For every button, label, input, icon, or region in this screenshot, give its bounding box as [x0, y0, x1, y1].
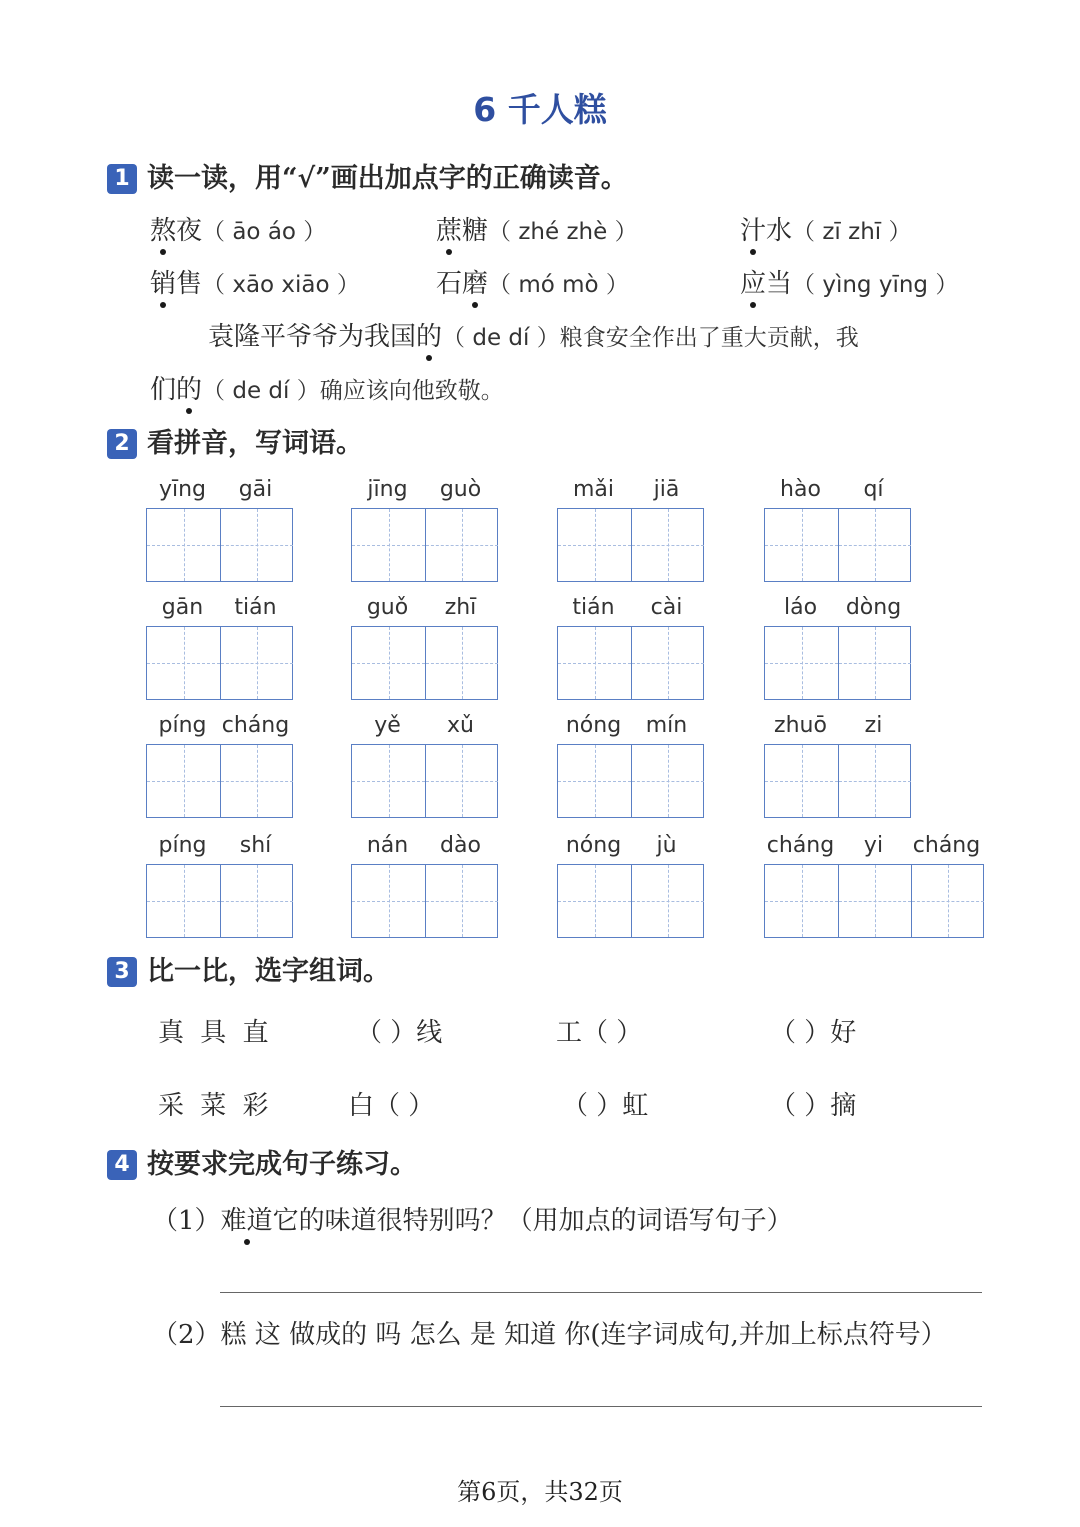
- grid-guide-h: [765, 901, 838, 902]
- blank-2-2[interactable]: （ ）虹: [562, 1091, 649, 1121]
- pinyin-label: jiā: [653, 477, 680, 502]
- grid-cell[interactable]: [911, 865, 984, 937]
- grid-cell[interactable]: [765, 865, 838, 937]
- grid-guide-h: [426, 663, 498, 664]
- char-group-1: 真 具 直: [158, 1018, 273, 1048]
- grid-cell[interactable]: [558, 627, 631, 699]
- grid-cell[interactable]: [631, 865, 704, 937]
- grid-cell[interactable]: [765, 509, 838, 581]
- grid-cell[interactable]: [838, 509, 911, 581]
- page-footer: 第6页，共32页: [457, 1478, 623, 1506]
- pinyin-label: nóng: [565, 713, 622, 738]
- reading-item-2: [436, 214, 638, 249]
- dotted-char: 的: [176, 375, 203, 405]
- pinyin-label: tián: [572, 595, 615, 620]
- dotted-char: 蔗: [436, 216, 463, 246]
- grid-guide-h: [147, 781, 220, 782]
- grid-cell[interactable]: [220, 509, 293, 581]
- blank-2-3[interactable]: （ ）摘: [770, 1091, 857, 1121]
- writing-grid[interactable]: [557, 864, 704, 938]
- section-4-badge: 4: [107, 1150, 137, 1180]
- grid-cell[interactable]: [838, 745, 911, 817]
- grid-guide-h: [147, 901, 220, 902]
- grid-cell[interactable]: [425, 745, 498, 817]
- pinyin-options[interactable]: （ xāo xiāo ）: [202, 272, 360, 298]
- grid-cell[interactable]: [425, 627, 498, 699]
- dotted-char: 磨: [462, 269, 489, 299]
- grid-cell[interactable]: [147, 509, 220, 581]
- pinyin-label: nán: [366, 833, 409, 858]
- pinyin-label: hào: [780, 477, 821, 502]
- sentence-question-2: （2）糕 这 做成的 吗 怎么 是 知道 你(连字词成句,并加上标点符号）: [152, 1320, 947, 1350]
- reading-item-4: [150, 267, 360, 302]
- section-2-title: 看拼音，写词语。: [147, 428, 363, 459]
- question-text: 它的味道很特别吗？（用加点的词语写句子）: [272, 1206, 793, 1236]
- answer-line-2[interactable]: [220, 1406, 982, 1407]
- writing-grid[interactable]: [764, 744, 911, 818]
- dotted-char: 销: [150, 269, 177, 299]
- sentence-line-1: [208, 320, 859, 355]
- pinyin-label: cài: [650, 595, 683, 620]
- grid-cell[interactable]: [352, 509, 425, 581]
- grid-guide-h: [839, 545, 911, 546]
- pinyin-options[interactable]: （ zī zhī ）: [792, 219, 912, 245]
- section-4-title: 按要求完成句子练习。: [147, 1149, 417, 1180]
- writing-grid[interactable]: [557, 626, 704, 700]
- writing-grid[interactable]: [146, 626, 293, 700]
- pinyin-label: mǎi: [572, 477, 615, 502]
- grid-guide-h: [147, 663, 220, 664]
- char-group-2: 采 菜 彩: [158, 1091, 273, 1121]
- pinyin-label: yi: [863, 833, 884, 858]
- grid-cell[interactable]: [631, 745, 704, 817]
- sentence-text[interactable]: （ de dí ）确应该向他致敬。: [202, 378, 504, 404]
- word-rest: 当: [766, 269, 793, 299]
- reading-item-6: [740, 267, 958, 302]
- pinyin-options[interactable]: （ zhé zhè ）: [488, 219, 638, 245]
- section-1-badge: 1: [107, 164, 137, 194]
- blank-2-1[interactable]: 白（ ）: [348, 1091, 435, 1121]
- grid-guide-h: [765, 663, 838, 664]
- section-3-badge: 3: [107, 957, 137, 987]
- pinyin-label: shí: [239, 833, 272, 858]
- pinyin-label: gān: [161, 595, 204, 620]
- section-2-heading: [107, 426, 363, 462]
- grid-guide-h: [147, 545, 220, 546]
- page-title: 6 千人糕: [473, 90, 607, 129]
- grid-cell[interactable]: [838, 627, 911, 699]
- reading-item-3: [740, 214, 911, 249]
- pinyin-label: guǒ: [366, 595, 409, 620]
- word-rest: 水: [766, 216, 793, 246]
- dotted-char: 汁: [740, 216, 767, 246]
- writing-grid[interactable]: [764, 508, 911, 582]
- pinyin-label: nóng: [565, 833, 622, 858]
- section-3-title: 比一比，选字组词。: [147, 956, 390, 987]
- grid-cell[interactable]: [352, 745, 425, 817]
- blank-1-1[interactable]: （ ）线: [356, 1018, 443, 1048]
- writing-grid[interactable]: [764, 864, 984, 938]
- grid-guide-h: [352, 545, 425, 546]
- grid-cell[interactable]: [220, 865, 293, 937]
- pinyin-label: xǔ: [447, 713, 474, 738]
- pinyin-label: mín: [645, 713, 688, 738]
- word-rest: 糖: [462, 216, 489, 246]
- dotted-char: 熬: [150, 216, 177, 246]
- dotted-word: 难道: [220, 1206, 273, 1236]
- grid-guide-h: [221, 545, 293, 546]
- pinyin-options[interactable]: （ yìng yīng ）: [792, 272, 959, 298]
- section-1-title: 读一读，用“√”画出加点字的正确读音。: [147, 163, 628, 194]
- grid-guide-h: [426, 545, 498, 546]
- blank-1-2[interactable]: 工（ ）: [556, 1018, 643, 1048]
- pinyin-label: gāi: [238, 477, 273, 502]
- writing-grid[interactable]: [557, 744, 704, 818]
- section-4-heading: [107, 1147, 417, 1183]
- writing-grid[interactable]: [146, 864, 293, 938]
- word-rest: 夜: [176, 216, 203, 246]
- pinyin-label: láo: [783, 595, 818, 620]
- answer-line-1[interactable]: [220, 1292, 982, 1293]
- pinyin-label: zhī: [444, 595, 477, 620]
- writing-grid[interactable]: [351, 744, 498, 818]
- pinyin-label: dào: [440, 833, 481, 858]
- grid-guide-h: [352, 901, 425, 902]
- writing-grid[interactable]: [557, 508, 704, 582]
- pinyin-label: zhuō: [774, 713, 827, 738]
- grid-cell[interactable]: [838, 865, 911, 937]
- pinyin-options[interactable]: （ mó mò ）: [488, 272, 629, 298]
- pinyin-label: yě: [374, 713, 401, 738]
- pinyin-label: guò: [439, 477, 482, 502]
- writing-grid[interactable]: [351, 864, 498, 938]
- grid-guide-h: [839, 901, 911, 902]
- pinyin-label: cháng: [766, 833, 835, 858]
- grid-guide-h: [632, 901, 704, 902]
- pinyin-label: zi: [864, 713, 883, 738]
- grid-guide-h: [221, 901, 293, 902]
- grid-guide-h: [426, 781, 498, 782]
- grid-cell[interactable]: [147, 865, 220, 937]
- grid-guide-h: [352, 663, 425, 664]
- reading-item-1: [150, 214, 326, 249]
- pinyin-label: jīng: [367, 477, 408, 502]
- pinyin-label: yīng: [158, 477, 207, 502]
- grid-guide-h: [839, 781, 911, 782]
- word-rest: 售: [176, 269, 203, 299]
- dotted-char: 应: [740, 269, 767, 299]
- grid-guide-h: [558, 663, 631, 664]
- pinyin-label: qí: [863, 477, 884, 502]
- word-rest: 石: [436, 269, 463, 299]
- sentence-question-1: [152, 1204, 793, 1238]
- dotted-char: 的: [416, 322, 443, 352]
- pinyin-options[interactable]: （ āo áo ）: [202, 219, 327, 245]
- grid-guide-h: [221, 781, 293, 782]
- grid-cell[interactable]: [631, 627, 704, 699]
- pinyin-label: jù: [656, 833, 677, 858]
- sentence-text[interactable]: （ de dí ）粮食安全作出了重大贡献，我: [442, 325, 859, 351]
- section-3-heading: [107, 954, 390, 990]
- grid-cell[interactable]: [147, 627, 220, 699]
- pinyin-label: píng: [158, 713, 207, 738]
- reading-item-5: [436, 267, 629, 302]
- grid-guide-h: [558, 781, 631, 782]
- pinyin-label: dòng: [845, 595, 902, 620]
- grid-guide-h: [426, 901, 498, 902]
- grid-guide-h: [912, 901, 984, 902]
- sentence-text: 们: [150, 375, 177, 405]
- pinyin-label: píng: [158, 833, 207, 858]
- pinyin-label: tián: [234, 595, 277, 620]
- grid-cell[interactable]: [352, 627, 425, 699]
- grid-guide-h: [352, 781, 425, 782]
- grid-cell[interactable]: [147, 745, 220, 817]
- blank-1-3[interactable]: （ ）好: [770, 1018, 857, 1048]
- writing-grid[interactable]: [146, 508, 293, 582]
- sentence-text: 袁隆平爷爷为我国: [208, 322, 417, 352]
- grid-guide-h: [558, 545, 631, 546]
- grid-guide-h: [632, 545, 704, 546]
- writing-grid[interactable]: [146, 744, 293, 818]
- grid-cell[interactable]: [631, 509, 704, 581]
- pinyin-label: cháng: [221, 713, 290, 738]
- grid-cell[interactable]: [220, 627, 293, 699]
- section-1-heading: [107, 161, 628, 197]
- grid-guide-h: [765, 781, 838, 782]
- section-2-badge: 2: [107, 429, 137, 459]
- question-number: （1）: [152, 1206, 221, 1236]
- grid-cell[interactable]: [425, 509, 498, 581]
- sentence-line-2: [150, 373, 504, 408]
- grid-guide-h: [839, 663, 911, 664]
- grid-guide-h: [632, 663, 704, 664]
- grid-guide-h: [221, 663, 293, 664]
- writing-grid[interactable]: [351, 508, 498, 582]
- pinyin-label: cháng: [912, 833, 981, 858]
- writing-grid[interactable]: [764, 626, 911, 700]
- grid-cell[interactable]: [765, 627, 838, 699]
- grid-guide-h: [558, 901, 631, 902]
- grid-cell[interactable]: [220, 745, 293, 817]
- grid-cell[interactable]: [558, 745, 631, 817]
- grid-cell[interactable]: [765, 745, 838, 817]
- grid-cell[interactable]: [558, 509, 631, 581]
- grid-cell[interactable]: [425, 865, 498, 937]
- grid-guide-h: [765, 545, 838, 546]
- writing-grid[interactable]: [351, 626, 498, 700]
- grid-cell[interactable]: [558, 865, 631, 937]
- grid-guide-h: [632, 781, 704, 782]
- grid-cell[interactable]: [352, 865, 425, 937]
